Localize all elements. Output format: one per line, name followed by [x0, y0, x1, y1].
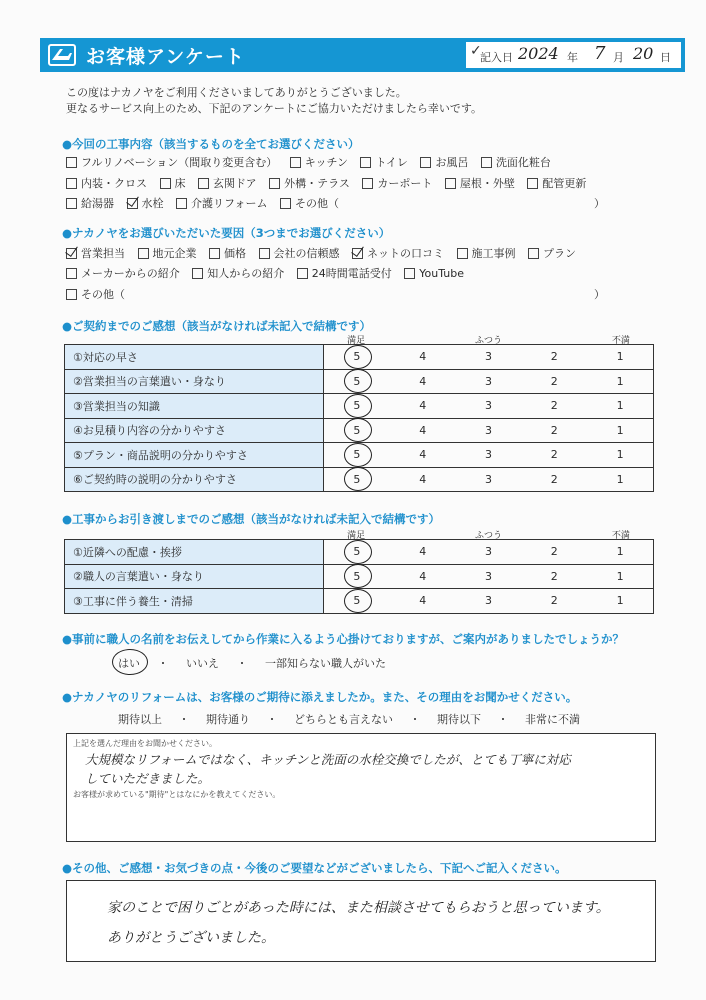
- rating-option-5[interactable]: 5: [324, 570, 390, 583]
- date-day: 20: [633, 44, 654, 63]
- rating-scores: [324, 540, 654, 565]
- selection-circle: [344, 345, 372, 369]
- q2-option[interactable]: 24時間電話受付: [297, 265, 392, 281]
- rating-scores: [324, 369, 654, 394]
- rating-option-4[interactable]: 4: [419, 448, 427, 462]
- checkbox-checked[interactable]: [127, 198, 138, 209]
- checkbox[interactable]: [481, 157, 492, 168]
- q3-rating-table: [64, 344, 654, 492]
- date-year: 2024: [518, 44, 559, 63]
- rating-row: [65, 394, 654, 419]
- rating-scores: [324, 589, 654, 614]
- q1-row-2: [66, 175, 595, 193]
- checkbox[interactable]: [528, 248, 539, 259]
- rating-item-label: ③営業担当の知識: [65, 394, 324, 419]
- q2-option-other[interactable]: その他（: [66, 286, 125, 302]
- q1-row-1: [66, 154, 560, 172]
- q6-option-5[interactable]: 非常に不満: [525, 713, 580, 726]
- q6-reason-box[interactable]: [66, 733, 656, 842]
- checkbox[interactable]: [527, 178, 538, 189]
- q4-scale-header: 満足 ふつう 不満: [347, 531, 630, 541]
- q1-option[interactable]: 内装・クロス: [66, 175, 147, 191]
- q1-option[interactable]: カーポート: [362, 175, 432, 191]
- rating-option-3[interactable]: 3: [484, 374, 492, 388]
- rating-scores: [324, 467, 654, 492]
- selection-circle: [344, 443, 372, 467]
- rating-option-3[interactable]: 3: [484, 448, 492, 462]
- q6-option-2[interactable]: 期待通り: [206, 713, 250, 726]
- date-month: 7: [594, 43, 606, 64]
- rating-option-5[interactable]: 5: [324, 473, 390, 486]
- rating-option-4[interactable]: 4: [419, 374, 427, 388]
- rating-option-5[interactable]: 5: [324, 594, 390, 607]
- q1-option[interactable]: 屋根・外壁: [445, 175, 515, 191]
- rating-scores: [324, 418, 654, 443]
- intro-text: [66, 85, 482, 117]
- q1-option[interactable]: 介護リフォーム: [176, 195, 267, 211]
- checkbox[interactable]: [404, 268, 415, 279]
- rating-option-1[interactable]: 1: [616, 448, 624, 462]
- rating-item-label: ⑤プラン・商品説明の分かりやすさ: [65, 443, 324, 468]
- rating-option-1[interactable]: 1: [616, 545, 624, 559]
- rating-scores: [324, 345, 654, 370]
- comment-handwriting-1: 家のことで困りごとがあった時には、また相談させてもらおうと思っています。: [107, 900, 610, 916]
- checkbox[interactable]: [457, 248, 468, 259]
- selection-circle: [344, 540, 372, 564]
- rating-option-2[interactable]: 2: [550, 399, 558, 413]
- checkbox[interactable]: [198, 178, 209, 189]
- checkbox[interactable]: [138, 248, 149, 259]
- rating-option-4[interactable]: 4: [419, 399, 427, 413]
- q2-option[interactable]: プラン: [528, 245, 576, 261]
- rating-option-2[interactable]: 2: [550, 545, 558, 559]
- survey-header: [40, 38, 685, 72]
- date-field[interactable]: [466, 42, 681, 68]
- q6-options: 期待以上 ・ 期待通り ・ どちらとも言えない ・ 期待以下 ・ 非常に不満: [118, 713, 580, 726]
- day-unit: 日: [660, 51, 671, 64]
- rating-option-5[interactable]: 5: [324, 375, 390, 388]
- selection-circle: [344, 369, 372, 393]
- q1-option-water-faucet[interactable]: 水栓: [127, 195, 164, 211]
- checkbox[interactable]: [445, 178, 456, 189]
- rating-option-4[interactable]: 4: [419, 594, 427, 608]
- selection-circle: [344, 467, 372, 491]
- selection-circle: [344, 394, 372, 418]
- reason-handwriting-1: 大規模なリフォームではなく、キッチンと洗面の水栓交換でしたが、とても丁寧に対応: [85, 752, 571, 767]
- q2-option[interactable]: 施工事例: [457, 245, 516, 261]
- rating-option-2[interactable]: 2: [550, 472, 558, 486]
- q2-option[interactable]: YouTube: [404, 267, 464, 280]
- rating-row: [65, 418, 654, 443]
- q1-option[interactable]: 玄関ドア: [198, 175, 257, 191]
- rating-option-1[interactable]: 1: [616, 350, 624, 364]
- year-unit: 年: [567, 51, 578, 64]
- rating-option-4[interactable]: 4: [419, 569, 427, 583]
- q5-title: ●事前に職人の名前をお伝えしてから作業に入るよう心掛けておりますが、ご案内がありましたでしょうか？: [62, 632, 625, 646]
- scale-mid-label: ふつう: [474, 336, 502, 346]
- q6-option-3[interactable]: どちらとも言えない: [294, 713, 393, 726]
- rating-option-2[interactable]: 2: [550, 448, 558, 462]
- q6-title: ●ナカノヤのリフォームは、お客様のご期待に添えましたか。また、その理由をお聞かせください。: [62, 690, 578, 704]
- rating-item-label: ⑥ご契約時の説明の分かりやすさ: [65, 467, 324, 492]
- q2-row-2: [66, 265, 473, 283]
- rating-option-4[interactable]: 4: [419, 472, 427, 486]
- checkbox[interactable]: [66, 289, 77, 300]
- selection-circle: [344, 418, 372, 442]
- selection-circle: [344, 564, 372, 588]
- rating-row: [65, 564, 654, 589]
- q1-option[interactable]: 配管更新: [527, 175, 586, 191]
- q1-option[interactable]: 洗面化粧台: [481, 154, 551, 170]
- q2-option-sales-rep[interactable]: 営業担当: [66, 245, 125, 261]
- checkbox-checked[interactable]: [66, 248, 77, 259]
- q5-options: はい ・ いいえ ・ 一部知らない職人がいた: [118, 655, 386, 671]
- rating-item-label: ①近隣への配慮・挨拶: [65, 540, 324, 565]
- q2-option[interactable]: 知人からの紹介: [192, 265, 284, 281]
- q1-option[interactable]: キッチン: [290, 154, 348, 170]
- rating-option-4[interactable]: 4: [419, 423, 427, 437]
- rating-scores: [324, 443, 654, 468]
- rating-option-4[interactable]: 4: [419, 350, 427, 364]
- selection-circle: [344, 589, 372, 613]
- rating-option-5[interactable]: 5: [324, 448, 390, 461]
- month-unit: 月: [613, 51, 624, 64]
- rating-option-5[interactable]: 5: [324, 545, 390, 558]
- checkbox[interactable]: [176, 198, 187, 209]
- q2-row-3: [66, 286, 134, 304]
- rating-option-3[interactable]: 3: [484, 594, 492, 608]
- checkbox[interactable]: [66, 178, 77, 189]
- rating-option-3[interactable]: 3: [484, 472, 492, 486]
- q4-rating-table: [64, 539, 654, 614]
- rating-option-2[interactable]: 2: [550, 423, 558, 437]
- rating-option-3[interactable]: 3: [484, 545, 492, 559]
- rating-option-1[interactable]: 1: [616, 374, 624, 388]
- reason-label: 上記を選んだ理由をお聞かせください。: [73, 739, 217, 748]
- q2-option[interactable]: メーカーからの紹介: [66, 265, 180, 281]
- rating-option-3[interactable]: 3: [484, 350, 492, 364]
- scale-high-label: 満足: [347, 336, 366, 346]
- q1-title: ●今回の工事内容（該当するものを全てお選びください）: [62, 137, 360, 151]
- q1-option[interactable]: 給湯器: [66, 195, 114, 211]
- date-label: 記入日: [480, 51, 513, 64]
- expectation-label: お客様が求めている"期待"とはなにかを教えてください。: [73, 790, 281, 799]
- q7-comment-box[interactable]: [66, 880, 656, 962]
- q2-option[interactable]: 価格: [209, 245, 246, 261]
- rating-item-label: ①対応の早さ: [65, 345, 324, 370]
- rating-option-1[interactable]: 1: [616, 594, 624, 608]
- q6-option-1[interactable]: 期待以上: [118, 713, 162, 726]
- rating-row: [65, 443, 654, 468]
- checkbox[interactable]: [66, 198, 77, 209]
- checkbox[interactable]: [280, 198, 291, 209]
- q2-option[interactable]: 会社の信頼感: [259, 245, 340, 261]
- q1-option[interactable]: 床: [160, 175, 186, 191]
- checkbox[interactable]: [362, 178, 373, 189]
- checkbox[interactable]: [209, 248, 220, 259]
- checkbox[interactable]: [360, 157, 371, 168]
- checkbox[interactable]: [192, 268, 203, 279]
- rating-row: [65, 467, 654, 492]
- q4-title: ●工事からお引き渡しまでのご感想（該当がなければ未記入で結構です）: [62, 512, 441, 526]
- comment-handwriting-2: ありがとうございました。: [107, 930, 275, 946]
- checkbox[interactable]: [66, 268, 77, 279]
- rating-option-2[interactable]: 2: [550, 350, 558, 364]
- q1-close-paren: ）: [594, 197, 605, 210]
- date-checkmark: ✓: [470, 43, 482, 59]
- rating-row: [65, 540, 654, 565]
- checkbox-checked[interactable]: [352, 248, 363, 259]
- q1-option[interactable]: お風呂: [420, 154, 468, 170]
- q5-option-yes[interactable]: はい: [118, 655, 140, 671]
- rating-option-4[interactable]: 4: [419, 545, 427, 559]
- company-logo-icon: [48, 44, 76, 66]
- q1-row-3: [66, 195, 348, 213]
- rating-option-2[interactable]: 2: [550, 374, 558, 388]
- reason-handwriting-2: していただきました。: [85, 771, 211, 786]
- q1-option[interactable]: フルリノベーション（間取り変更含む）: [66, 154, 277, 170]
- rating-option-5[interactable]: 5: [324, 399, 390, 412]
- rating-item-label: ②営業担当の言葉遣い・身なり: [65, 369, 324, 394]
- rating-row: [65, 345, 654, 370]
- q2-row-1: [66, 245, 585, 263]
- q1-option-other[interactable]: その他（: [280, 195, 339, 211]
- checkbox[interactable]: [66, 157, 77, 168]
- q7-title: ●その他、ご感想・お気づきの点・今後のご要望などがございましたら、下記へご記入ください。: [62, 861, 567, 875]
- q6-option-4[interactable]: 期待以下: [437, 713, 481, 726]
- checkbox[interactable]: [297, 268, 308, 279]
- q5-option-no[interactable]: いいえ: [186, 657, 219, 670]
- rating-option-2[interactable]: 2: [550, 569, 558, 583]
- rating-option-5[interactable]: 5: [324, 350, 390, 363]
- intro-line-2: 更なるサービス向上のため、下記のアンケートにご協力いただけましたら幸いです。: [66, 102, 483, 115]
- q1-option[interactable]: 外構・テラス: [269, 175, 350, 191]
- rating-item-label: ④お見積り内容の分かりやすさ: [65, 418, 324, 443]
- q1-option[interactable]: トイレ: [360, 154, 407, 170]
- scale-low-label: 不満: [611, 336, 630, 346]
- checkbox[interactable]: [160, 178, 171, 189]
- q2-title: ●ナカノヤをお選びいただいた要因（3つまでお選びください）: [62, 226, 391, 240]
- checkbox[interactable]: [420, 157, 431, 168]
- rating-option-1[interactable]: 1: [616, 423, 624, 437]
- checkbox[interactable]: [259, 248, 270, 259]
- q2-close-paren: ）: [594, 288, 605, 301]
- page-title: お客様アンケート: [86, 46, 245, 68]
- rating-option-3[interactable]: 3: [484, 423, 492, 437]
- rating-item-label: ②職人の言葉遣い・身なり: [65, 564, 324, 589]
- selection-circle: [112, 649, 148, 675]
- rating-option-3[interactable]: 3: [484, 399, 492, 413]
- rating-option-1[interactable]: 1: [616, 472, 624, 486]
- rating-option-5[interactable]: 5: [324, 424, 390, 437]
- q5-option-partial[interactable]: 一部知らない職人がいた: [265, 657, 386, 670]
- q3-title: ●ご契約までのご感想（該当がなければ未記入で結構です）: [62, 319, 372, 333]
- rating-option-1[interactable]: 1: [616, 399, 624, 413]
- rating-item-label: ③工事に伴う養生・清掃: [65, 589, 324, 614]
- q2-option-online-reviews[interactable]: ネットの口コミ: [352, 245, 444, 261]
- intro-line-1: この度はナカノヤをご利用くださいましてありがとうございました。: [66, 86, 407, 99]
- rating-scores: [324, 394, 654, 419]
- checkbox[interactable]: [269, 178, 280, 189]
- rating-row: [65, 589, 654, 614]
- rating-row: [65, 369, 654, 394]
- q2-option[interactable]: 地元企業: [138, 245, 197, 261]
- rating-scores: [324, 564, 654, 589]
- rating-option-3[interactable]: 3: [484, 569, 492, 583]
- rating-option-2[interactable]: 2: [550, 594, 558, 608]
- checkbox[interactable]: [290, 157, 301, 168]
- rating-option-1[interactable]: 1: [616, 569, 624, 583]
